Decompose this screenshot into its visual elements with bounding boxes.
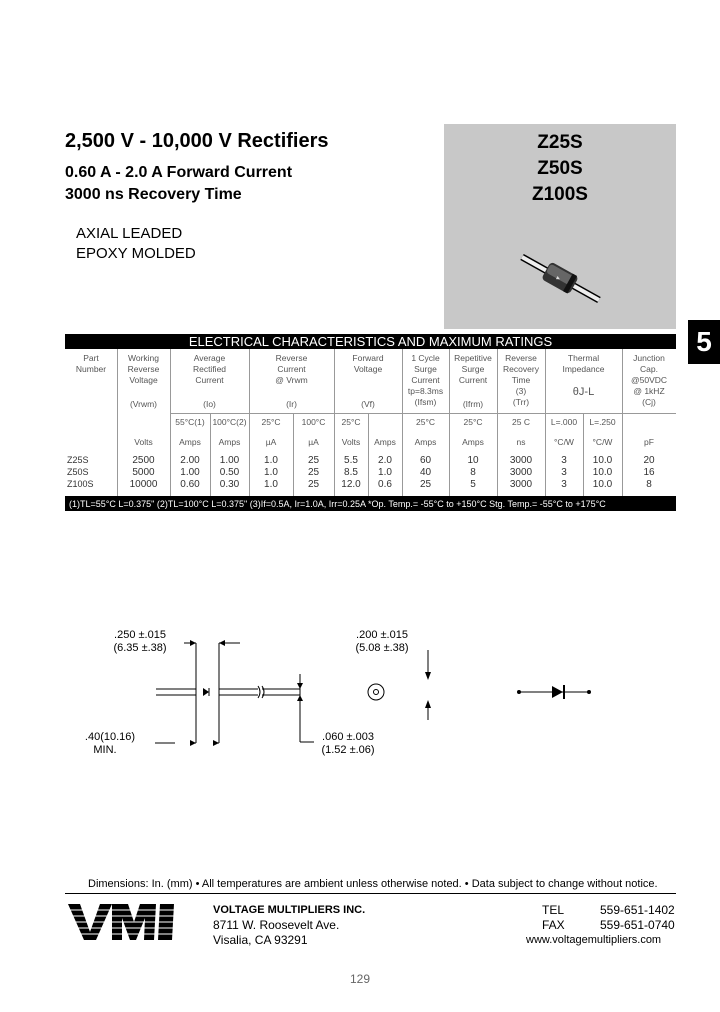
cell: 3000	[509, 467, 533, 478]
unit: µA	[308, 437, 319, 447]
body-diameter-in: .200 ±.015	[356, 629, 408, 641]
dimensions-note: Dimensions: In. (mm) • All temperatures are ambient unless otherwise noted. • Data subject to change without notice.	[88, 878, 658, 890]
subtitle-current: 0.60 A - 2.0 A Forward Current	[65, 164, 293, 181]
part-number-z100s: Z100S	[532, 184, 588, 205]
body-length-mm: (6.35 ±.38)	[113, 642, 167, 654]
body-diameter-mm: (5.08 ±.38)	[355, 642, 409, 654]
row-part: Z50S	[67, 467, 89, 477]
company-city: Visalia, CA 93291	[213, 933, 308, 947]
header-ifrm-symbol: (Ifrm)	[462, 399, 484, 409]
cell: 5000	[132, 467, 155, 478]
lead-length: .40(10.16)	[84, 731, 136, 743]
condition: 25°C	[341, 417, 361, 427]
header-thermal-symbol: θJ-L	[572, 386, 595, 398]
cell: 3000	[509, 479, 533, 490]
part-number-z25s: Z25S	[537, 132, 583, 153]
header-vf-symbol: (Vf)	[361, 399, 375, 409]
header-vrwm-symbol: (Vrwm)	[129, 399, 158, 409]
section-tab: 5	[688, 320, 720, 364]
ratings-table	[65, 349, 676, 497]
part-number-z50s: Z50S	[537, 158, 583, 179]
cell: 0.6	[378, 479, 392, 490]
cell: 0.50	[219, 467, 240, 478]
svg-text:▸: ▸	[554, 273, 562, 283]
unit: °C/W	[554, 437, 574, 447]
cell: 3	[561, 479, 567, 490]
divider	[65, 893, 676, 894]
header-io-symbol: (Io)	[203, 399, 216, 409]
header-part-number: Part Number	[75, 353, 107, 374]
cell: 25	[419, 479, 432, 490]
cell: 3	[561, 467, 567, 478]
unit: Amps	[218, 437, 241, 447]
condition: 25°C	[261, 417, 281, 427]
page-title: 2,500 V - 10,000 V Rectifiers	[65, 130, 329, 152]
cell: 1.00	[219, 455, 240, 466]
body-length-in: .250 ±.015	[114, 629, 166, 641]
tel-label: TEL	[542, 903, 565, 917]
unit: Amps	[414, 437, 437, 447]
cell: 12.0	[341, 479, 361, 490]
condition: L=.250	[589, 417, 616, 427]
lead-diameter-in: .060 ±.003	[322, 731, 374, 743]
cell: 1.0	[264, 479, 278, 490]
unit: Amps	[179, 437, 201, 447]
condition: 100°C(2)	[212, 417, 247, 427]
unit: Volts	[134, 437, 153, 447]
cell: 10	[467, 455, 479, 466]
cell: 1.0	[264, 455, 278, 466]
header-working-voltage: Working Reverse Voltage	[127, 353, 160, 385]
header-recovery-time: Reverse Recovery Time (3) (Trr)	[503, 353, 539, 407]
header-average-current: Average Rectified Current	[192, 353, 227, 385]
cell: 25	[307, 455, 320, 466]
unit: Amps	[374, 437, 396, 447]
cell: 25	[307, 467, 320, 478]
cell: 8	[646, 479, 652, 490]
header-repetitive-surge: Repetitive Surge Current	[454, 353, 492, 385]
row-part: Z100S	[67, 479, 94, 489]
cell: 0.60	[180, 479, 200, 490]
cell: 5.5	[344, 455, 358, 466]
unit: pF	[644, 437, 654, 447]
row-part: Z25S	[67, 455, 89, 465]
condition: 25°C	[416, 417, 435, 427]
cell: 5	[470, 479, 476, 490]
unit: ns	[516, 437, 526, 447]
cell: 8	[470, 467, 476, 478]
cell: 10.0	[592, 467, 613, 478]
part-number-panel	[444, 124, 676, 329]
unit: µA	[265, 437, 277, 447]
condition: 25 C	[512, 417, 530, 427]
cell: 1.00	[180, 467, 200, 478]
cell: 10.0	[592, 479, 613, 490]
cell: 2.00	[180, 455, 200, 466]
cell: 10000	[129, 479, 158, 490]
cell: 1.0	[378, 467, 392, 478]
cell: 2500	[132, 455, 155, 466]
table-title: ELECTRICAL CHARACTERISTICS AND MAXIMUM RATINGS	[65, 334, 676, 349]
cell: 8.5	[344, 467, 358, 478]
tel-number: 559-651-1402	[600, 903, 675, 917]
lead-length-min: MIN.	[93, 744, 117, 756]
table-footnotes: (1)TL=55°C L=0.375" (2)TL=100°C L=0.375" (3)If=0.5A, Ir=1.0A, Irr=0.25A *Op. Temp.= -55°C to +150°C Stg. Temp.= -55°C to +175°C	[65, 497, 676, 511]
fax-number: 559-651-0740	[600, 918, 675, 932]
cell: 20	[643, 455, 655, 466]
header-ir-symbol: (Ir)	[286, 399, 297, 409]
website: www.voltagemultipliers.com	[526, 934, 662, 946]
cell: 25	[307, 479, 320, 490]
cell: 3	[561, 455, 567, 466]
cell: 60	[419, 455, 432, 466]
company-name: VOLTAGE MULTIPLIERS INC.	[213, 904, 366, 916]
fax-label: FAX	[542, 918, 565, 932]
condition: 100°C	[301, 417, 326, 427]
header-junction-cap: Junction Cap. @50VDC @ 1kHZ (Cj)	[630, 353, 668, 407]
cell: 0.30	[219, 479, 240, 490]
unit: Amps	[462, 437, 484, 447]
company-street: 8711 W. Roosevelt Ave.	[213, 918, 340, 932]
header-forward-voltage: Forward Voltage	[352, 353, 384, 374]
unit: °C/W	[592, 437, 613, 447]
subtitle-recovery: 3000 ns Recovery Time	[65, 186, 242, 203]
condition: 25°C	[463, 417, 483, 427]
company-logo	[68, 902, 200, 942]
header-surge-current: 1 Cycle Surge Current tp=8.3ms (Ifsm)	[407, 353, 444, 407]
package-type: AXIAL LEADED	[76, 225, 183, 242]
header-reverse-current: Reverse Current @ Vrwm	[275, 353, 308, 385]
condition: 55°C(1)	[175, 417, 205, 427]
cell: 10.0	[592, 455, 613, 466]
package-material: EPOXY MOLDED	[76, 245, 196, 262]
condition: L=.000	[550, 417, 578, 427]
lead-diameter-mm: (1.52 ±.06)	[321, 744, 375, 756]
cell: 1.0	[264, 467, 278, 478]
cell: 16	[643, 467, 655, 478]
header-thermal-impedance: Thermal Impedance	[562, 353, 605, 374]
cell: 40	[419, 467, 432, 478]
unit: Volts	[341, 437, 361, 447]
cell: 2.0	[378, 455, 392, 466]
cell: 3000	[509, 455, 533, 466]
page-number: 129	[349, 972, 371, 986]
